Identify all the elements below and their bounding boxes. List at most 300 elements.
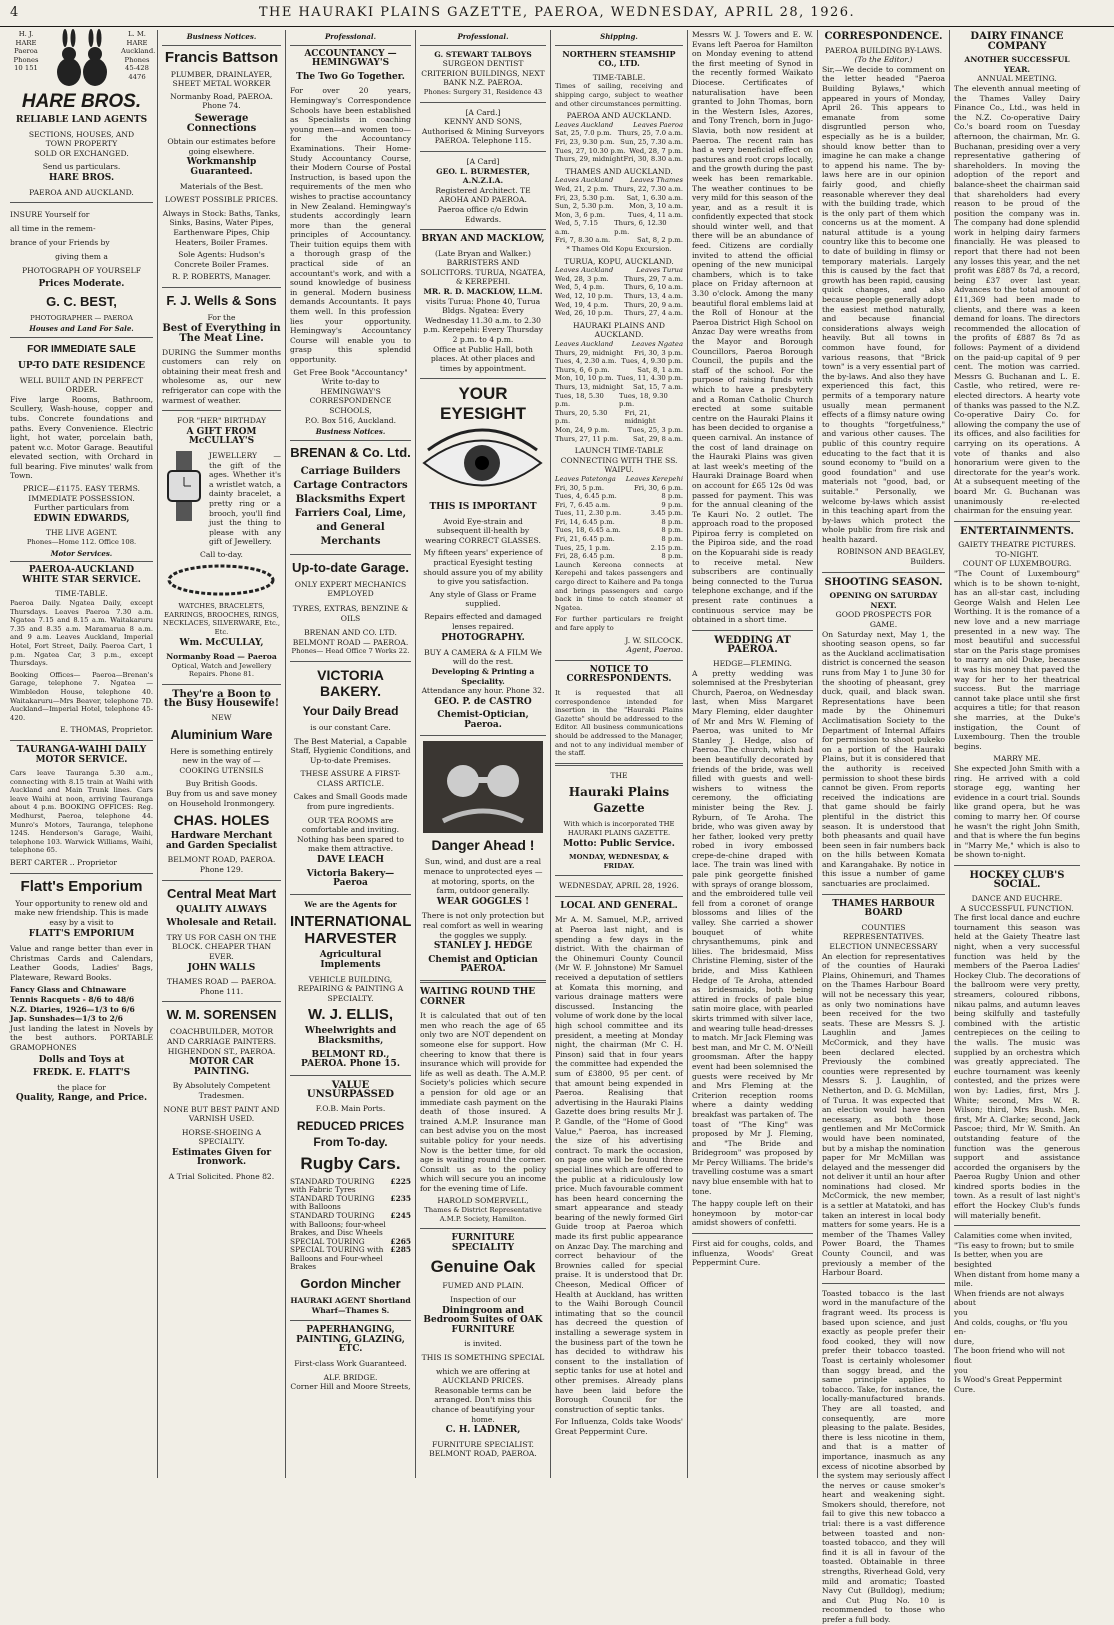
leach: DAVE LEACH [317,855,384,866]
timetable-cell: Tues, 27, 10.30 p.m. [555,146,626,155]
verse-line: dure, [954,1336,975,1346]
timetable-row [555,484,683,493]
timetable-cell: 8 p.m. [661,517,683,526]
timetable-cell: Fri, 28, 6.45 p.m. [555,552,615,561]
timetable-row [555,129,683,138]
ladner: C. H. LADNER, [445,1425,521,1436]
timetable-row [555,219,683,236]
shooting: SHOOTING SEASON. [824,576,943,588]
repairs: Repairs effected and damaged lenses repaired. [424,611,542,631]
hedge: STANLEY J. HEDGE [433,941,533,952]
car-model: STANDARD TOURING with Balloons [290,1193,375,1212]
flatt-line-4: Jap. Sunshades—1/3 to 2/6 [10,1014,123,1024]
office: Office at Public Hall, both places. At other places and times by appointment. [430,344,536,373]
timetable-cell: Sun, 2, 5.30 p.m. [555,202,614,211]
hpa-title: HAURAKI PLAINS AND AUCKLAND. [573,320,665,340]
timetable-cell: Mon, 3, 6 p.m. [555,210,605,219]
quality-always: QUALITY ALWAYS [176,904,267,915]
timetable-cell: Wed, 5, 4 p.m. [555,283,605,292]
hare-line-2: TOWN PROPERTY [45,139,118,149]
british: Buy British Goods. [185,779,258,789]
ladner-sub: FURNITURE SPECIALIST. BELMONT ROAD, PAEROA. [429,1439,537,1459]
car-model: STANDARD TOURING with Fabric Tyres [290,1176,375,1195]
verse-line: Is Wood's Great Peppermint Cure. [954,1375,1062,1394]
insure-line-1: INSURE Yourself for [10,210,90,220]
timetable-row [555,283,683,292]
waiting: WAITING ROUND THE CORNER [420,987,536,1007]
timetable-row [555,301,683,310]
horse: HORSE-SHOEING A SPECIALTY. [181,1127,262,1147]
timetable-cell: Wed, 21, 2 p.m. [555,184,609,193]
tauranga: TAURANGA-WAIHI DAILY MOTOR SERVICE. [16,744,147,765]
timetable-cell: Thurs, 6, 12.30 p.m. [614,219,667,236]
timetable-cell: Thurs, 6, 10 a.m. [624,283,683,292]
houses-header: Houses and Land For Sale. [10,322,153,338]
car-price: £245 [390,1210,411,1220]
booking: Booking Offices— Paeroa—Brenan's Garage, telephone 7. Ngatea — Wimbledon House, telephone 40. Waitakaruru—Mrs Beaver, telephone 7D. Auckland—Imperial Hotel, telephone 45-420. [10,670,153,722]
tauranga-text: Cars leave Tauranga 5.30 a.m., connecting with 8.15 train at Waihi with Auckland and Main Trunk lines. Cars leave Waihi at noon, arriving Tauranga about 4 p.m. BOOKING OFFICES: Reg. Medhurst, Paeroa, telephone 44. Munro's Motors, Tauranga, telephone 124S. Henderson's Garage, Waihi, telephone 103. Warwick Williams, Waihi, telephone 65. [10,769,153,855]
flatt-title: Flatt's Emporium [20,877,143,895]
photography: PHOTOGRAPHY. [441,633,525,644]
car-price: £225 [390,1176,411,1186]
timetable-cell: 8 p.m. [661,552,683,561]
hedge-sub: Chemist and Optician PAEROA. [428,954,538,975]
car-price-row [290,1195,411,1212]
workmanship: Workmanship Guaranteed. [186,157,257,177]
annual-meeting: ANNUAL MEETING. [977,74,1057,84]
carter: BERT CARTER .. Proprietor [10,858,118,868]
meat-mart: Central Meat Mart [166,885,277,901]
timetable-cell: Thurs, 20, 5.30 p.m. [555,408,608,426]
timetable-cell: Tues, 18, 5.30 p.m. [555,391,604,409]
white-star-timetable: TIME-TABLE. [55,589,108,599]
timetable-row [555,526,683,535]
leach-sub: Victoria Bakery—Paeroa [306,868,395,889]
garage: Up-to-date Garage. [291,559,409,575]
timetable-row [555,211,683,220]
marry: MARRY ME. [993,754,1041,764]
timetable-row [555,155,683,164]
timetable-cell: Fri, 21, midnight [624,408,656,426]
timetable-cell: Tues, 25, 1 p.m. [555,543,611,552]
white-star: PAEROA-AUCKLAND WHITE STAR SERVICE. [22,565,141,585]
burmester-office: Paeroa office c/o Edwin Edwards. [437,204,529,224]
timetable-cell: Leaves Kerepehi [625,474,683,483]
sewerage: Sewerage Connections [186,112,257,134]
call: Call to-day. [200,549,243,559]
wells-for: For the [207,312,236,322]
edwards: EDWIN EDWARDS, [33,513,130,524]
column-3 [286,30,416,1478]
timetable-cell: 8 p.m. [661,535,683,544]
sorensen-addr: HIGHENDON ST., PAEROA. [167,1046,276,1056]
timetable-row [555,552,683,561]
goggles: WEAR GOGGLES ! [436,896,530,907]
ellis: W. J. ELLIS, [307,1006,393,1024]
robinson: ROBINSON AND BEAGLEY, Builders. [837,547,945,567]
timetable-cell: Fri, 7, 6.45 a.m. [555,500,611,509]
timetable-row [555,518,683,527]
timetable-cell: 2.15 p.m. [650,543,683,552]
special: THIS IS SOMETHING SPECIAL [421,1353,545,1362]
dentist: SURGEON DENTIST [442,59,524,69]
timetable-cell: Thurs, 6, 6 p.m. [555,365,610,374]
hem-name: HEMINGWAY'S CORRESPONDENCE SCHOOLS, [309,386,392,415]
oak: Genuine Oak [430,1257,536,1277]
best-name: G. C. BEST, [46,293,117,309]
professional-header: Professional. [290,30,411,46]
timetable-cell: Leaves Turua [636,266,683,275]
bylaws: PAEROA BUILDING BY-LAWS. [824,45,943,55]
timetable-header-row [555,475,683,484]
timetable-cell: Tues, 4, 6.45 p.m. [555,492,617,501]
timetable-cell: Leaves Auckland [555,120,614,129]
castro: GEO. P. de CASTRO [434,696,532,707]
timetable-header-row [555,176,683,185]
silcock-agent: Agent, Paeroa. [626,645,683,655]
try-us: TRY US FOR CASH ON THE BLOCK. CHEAPER THAN EVER. [166,932,277,961]
timetable-cell: Tues, 4, 11 a.m. [627,210,683,219]
tonight: TO-NIGHT. [995,549,1039,559]
corner: Corner Hill and Moore Streets, [290,1382,411,1392]
timetable-cell: Leaves Auckland [555,176,614,185]
competent: By Absolutely Competent Tradesmen. [172,1081,271,1100]
burmester-sub: Registered Architect. TE AROHA AND PAEROA. [435,185,531,205]
lux-text: "The Count of Luxembourg" which is to be shown to-night, has an all-star cast, including George Walsh and Helen Lee Worthing. It is the romance of a new love and a new marriage presented in a new way. The most beautiful and successful star on the Paris stage promises to marry an old Duke, because it was his money that paved the way for her to her theatrical success. But the marriage cannot take place until she first acquires a title; for that reason she marries, at the Duke's instigation, the Count of Luxembourg. Then the trouble begins. [954,569,1080,751]
belmont: BELMONT ROAD — PAEROA. [292,637,409,647]
goggles-icon [423,741,543,833]
timetable-cell: Fri, 23, 5.30 p.m. [555,193,615,202]
entertainments: ENTERTAINMENTS. [959,525,1075,537]
battson: Francis Battson [164,48,279,66]
fumed: FUMED AND PLAIN. [442,1281,524,1291]
harbour: THAMES HARBOUR BOARD [832,898,935,919]
burmester: GEO. L. BURMESTER, A.N.Z.I.A. [436,166,530,186]
insure-block [10,208,153,278]
local-general: LOCAL AND GENERAL. [560,900,678,911]
timetable-cell: Tues, 4, 9.30 p.m. [621,357,683,366]
bracelet-icon [162,560,280,600]
corr-text: Sir,—We decide to comment on the letter headed "Paeroa Building Bylaws," which appeared in yours of Monday, April 26. This appears to emanate from some disgruntled person who, especially as he is a builder, should know better than to imagine he can make a change to append his name. The by-laws here are in our opinion fairly good, and chiefly reasonable wherever they deal with the building trade, which is the only part of them which concerns us at the moment. A natural attitude is a young country like this to become one to date of building in flimsy or temporary materials. Largely this is caused by the fact that growth has been rapid, causing quick changes, and also because people generally adopt the easiest method naturally, and because financial considerations always weigh heavily. But all towns in common have found, for various reasons, that "Brick town" is a very essential part of the by-laws. And also they have experienced this fact, this permits of a temporary nature usually mean permanent effects of a flimsy nature owing to thoughts "forgetfulness," and various other causes. The public of this country require educating to the fact that it is sound economy to "build on a good foundation" and use materials not "good, bad, or suitable." Personally, we welcome by-laws which assist in this teaching apart from the by-laws which protect the whole public from fire risk and health hazard. [822,64,945,544]
timetable-row [555,509,683,518]
car-price-row [290,1212,411,1238]
flatt-line-3: N.Z. Diaries, 1926—1/3 to 6/6 [10,1004,135,1014]
talboys-phones: Phones: Surgery 31, Residence 43 [423,87,543,96]
walls: JOHN WALLS [187,962,256,973]
tyres: TYRES, EXTRAS, BENZINE & OILS [292,603,409,623]
bread-text: The Best Material, a Capable Staff, Hygienic Conditions, and Up-to-date Premises. [290,736,411,765]
macklow: MR. R. D. MACKLOW, LL.M. [423,287,543,297]
criterion: CRITERION BUILDINGS, NEXT BANK N.Z. PAEROA. [421,68,545,88]
painting: MOTOR CAR PAINTING. [189,1057,254,1077]
possession: IMMEDIATE POSSESSION. [28,493,135,503]
shipping-header: Shipping. [555,30,683,46]
wells-text: DURING the Summer months customers can rely on obtaining their meat fresh and wholesome as, our new refrigerator can cope with the warmest of weather. [162,347,281,405]
timetable-cell: Fri, 30, 5 p.m. [555,483,605,492]
for-sale: FOR IMMEDIATE SALE [27,343,136,355]
inspection: Inspection of our [450,1295,516,1305]
jewellery-text: JEWELLERY — the gift of the ages. Whether it's a wristlet watch, a dainty bracelet, a pretty ring or a brooch, you'll find just the thing to please with any gift of Jewellery. [209,451,281,547]
reps: COUNTIES REPRESENTATIVES. [842,922,925,942]
paint: NONE BUT BEST PAINT AND VARNISH USED. [163,1104,280,1124]
column-4 [416,30,551,1478]
hare-sub: RELIABLE LAND AGENTS [15,115,148,125]
dairy-text: The eleventh annual meeting of the Thames Valley Dairy Finance Co., Ltd., was held in the N.Z. Co-operative Dairy Co.'s board room on Tuesday afternoon, the chairman, Mr. G. Buchanan, presiding over a very representative gathering of shareholders. In moving the adoption of the report and balance-sheet the chairman said that shareholders had every reason to be proud of the position the company was in. The company had done splendid work in helping dairy farmers financially. He was pleased to report that there had not been any losses this year, and the net profit was £887 8s 7d, a record, being £37 over last year. Advances to the total amount of £11,369 had been made to clients, and there was a keen demand for loans. The directors recommended the allocation of the profits of £887 8s 7d as follows: Payment of a dividend on the paid-up capital of 9 per cent. The motion was carried. Messrs G. Buchanan and L. E. Castle, who retired, were re-elected directors. A hearty vote of thanks was passed to the N.Z. Co-operative Dairy Co. for allowing the company the use of its offices, and also facilities for carrying on its operations. A vote of thanks and also honorarium were given to the directorate for the year's work. At a subsequent meeting of the board Mr. G. Buchanan was unanimously re-elected chairman for the ensuing year. [954,83,1080,516]
estimates: Estimates Given for Ironwork. [171,1147,272,1168]
timetable-cell: Thurs, 27, 11 p.m. [555,434,619,443]
flatt-line-1: Fancy Glass and Chinaware [10,985,127,995]
timetable-cell: Mon, 3, 10 a.m. [628,202,683,211]
hare-line-3: SOLD OR EXCHANGED. [34,148,129,158]
danger-text: Sun, wind, and dust are a real menace to unprotected eyes — at motoring, sports, on the farm, outdoor generally. [423,857,543,896]
timetable-cell: Wed, 28, 3 p.m. [555,274,609,283]
timetable-row [555,383,683,392]
sorensen: W. M. SORENSEN [166,1007,277,1023]
timetable-cell: Sat, 15, 7 a.m. [632,382,683,391]
timetable-header-row [555,121,683,130]
kenny: KENNY AND SONS, [444,117,522,127]
insure-line-3: brance of your Friends by [10,238,110,248]
trial: A Trial Solicited. Phone 82. [168,1172,275,1182]
timetable-cell: Sat, 1, 6.30 a.m. [626,193,683,202]
column-2 [158,30,286,1478]
ta-title: THAMES AND AUCKLAND. [565,166,673,176]
opening: OPENING ON SATURDAY NEXT. [829,591,938,610]
timetable-cell: Leaves Auckland [555,340,614,348]
residence-text: Five large Rooms, Bathroom, Scullery, Wash-house, copper and tubs. Concrete foundations and paths. Every Convenience. Electric light, hot water, porcelain bath, patent w.c. Motor Garage. Beautiful elevated section, with Orchard in full bearing. Five minutes' walk from Town. [10,394,153,481]
verse-line: you [954,1365,968,1375]
launch-text: Launch Kereona connects at Kerepehi and takes passengers and cargo direct to Kaihere and Pa tonga and brings passengers and cargo back in time to catch steamer at Ngatea. [555,560,683,612]
car-model: SPECIAL TOURING with Balloons and Four-wheel Brakes [290,1245,384,1272]
verse-line: The boon friend who will not flout [954,1346,1065,1365]
timetable-cell: Thurs, 29, midnight [555,348,624,357]
harbour-text: An election for representatives of the counties of Hauraki Plains, Ohinemuri, and Thames on the Thames Harbour Board will not be necessary this year, as only two nominations have been received for the two seats. These are Messrs S. J. Laughlin and James McCormick, and they have been declared elected. Previously the combined counties were represented by Messrs S. J. Laughlin, of Netherton, and D. G. McMillan, of Turua. It was expected that an election would have been necessary, as both those gentlemen and Mr McCormick would have been nominated, but by a mishap the nomination paper for Mr McMillan was delayed and the messenger did not deliver it until an hour after nominations had closed. Mr McCormick, the new member, is a settler at Matatoki, and has taken an interest in local body matters for some years. He is a member of the Thames Valley Power Board, the Thames County Council, and was previously a member of the Harbour Board. [822,951,945,1278]
car-price-list [290,1178,411,1273]
page-number: 4 [10,5,20,20]
car-model: STANDARD TOURING with Balloons; four-wheel Brakes, and Disc Wheels [290,1210,386,1238]
timetable-row [555,138,683,147]
flatt-line-2: Tennis Racquets - 8/6 to 48/6 [10,994,135,1004]
bread: Your Daily Bread [302,703,399,718]
gazette-title: Hauraki Plains Gazette [568,785,670,816]
paperhanging: PAPERHANGING, PAINTING, GLAZING, ETC. [296,1325,405,1355]
timetable-cell: 8 p.m. [661,526,683,535]
timetable-row [555,236,683,245]
flatt-toys: Dolls and Toys at [38,1054,125,1065]
wholesale: Wholesale and Retail. [166,918,277,929]
wells-best: Best of Everything in The Meat Line. [162,323,281,345]
verse-line: And colds, coughs, or 'flu you en- [954,1317,1068,1337]
launch-table [555,475,683,561]
timetable-cell: Leaves Auckland [555,266,614,275]
car-price-row [290,1246,411,1272]
timetable-cell: Thurs, 22, 7.30 a.m. [613,184,683,193]
timetable-cell: Wed, 26, 10 p.m. [555,309,614,318]
happy: The happy couple left on their honeymoon by motor-car amidst showers of confetti. [692,1199,813,1228]
timetable-cell: Sat, 8, 1 a.m. [637,365,683,374]
timetable-row [555,185,683,194]
timetable-cell: Tues, 25, 3 p.m. [627,425,683,434]
further: Further particulars from [33,503,130,513]
waiting-text: It is calculated that out of ten men who reach the age of 65 only two are NOT dependent on someone else for support. How cheering to know that there is insurance which will provide for life as well as death. The A.M.P. Society's policies which secure a pension for old age or an immediate cash payment on the death of those insured. A trained A.M.P. Insurance man can best advise you on the most suitable policy for your needs. Now is the better time, for old age is waiting round the corner. Consult us as to the policy which will secure you an income for the evening time of Life. [420,1011,546,1193]
accountancy: ACCOUNTANCY — HEMINGWAY'S [304,48,397,69]
timetable-row [555,194,683,203]
timetable-cell: Sat, 25, 7.0 p.m. [555,129,612,138]
incorporated: With which is incorporated THE HAURAKI PLAINS GAZETTE. [563,820,675,837]
somervell-sub: Thames & District Representative A.M.P. Society, Hamilton. [424,1206,542,1223]
car-price: £285 [390,1245,411,1255]
intl-harvester: INTERNATIONAL HARVESTER [290,913,412,948]
correspondence: CORRESPONDENCE. [824,31,943,42]
roberts: R. P. ROBERTS, Manager. [172,272,271,282]
notice: NOTICE TO CORRESPONDENTS. [566,664,672,685]
fob: F.O.B. Main Ports. [315,1103,386,1113]
timetable-header-row [555,340,683,349]
timetable-row [555,409,683,426]
holes-addr: BELMONT ROAD, PAEROA. Phone 129. [167,855,276,874]
timetable-cell: Mon, 10, 10 p.m. [555,374,614,383]
mccullay-sub: Optical, Watch and Jewellery Repairs. Phone 81. [171,661,272,679]
rabbits-icon [47,30,117,88]
agents: We are the Agents for [304,899,397,909]
value: VALUE UNSURPASSED [306,1079,395,1101]
prices-moderate: Prices Moderate. [38,279,125,290]
timetable-cell: Fri, 7, 8.30 a.m. [555,236,611,245]
agent: THE LIVE AGENT. [45,528,118,538]
holes-sub: Hardware Merchant and Garden Specialist [165,831,278,851]
columns [6,30,1108,1624]
agric: Agricultural Implements [319,950,382,970]
reduced: REDUCED PRICES From To-day. [296,1118,405,1149]
ellis-sub: Wheelwrights and Blacksmiths, [304,1026,397,1046]
timetable-row [555,544,683,553]
hare-logo: HARE BROS. [21,91,142,112]
sole-agents: Sole Agents: Hudson's Concrete Boiler Frames. [174,250,269,269]
timetable-row [555,202,683,211]
nsc-timetable: TIME-TABLE. [592,72,646,82]
flatt-text: Your opportunity to renew old and make new friendship. This is made easy by a visit to [14,898,149,927]
verse-line: you [954,1308,968,1317]
gaiety: GAIETY THEATRE PICTURES. [958,540,1076,550]
jewellery-block [162,451,281,550]
timetable-cell: 3.45 p.m. [650,509,683,518]
rugby: Rugby Cars. [300,1153,401,1173]
timetable-cell: Tues, 18, 6.45 a.m. [555,526,621,535]
somervell: HAROLD SOMERVELL, [437,1196,529,1206]
vehicle: VEHICLE BUILDING, REPAIRING & PAINTING A SPECIALTY. [297,974,404,1003]
mccullay-addr: Normanby Road — Paeroa [166,652,277,662]
timetable-cell: Thurs, 29, 7 a.m. [624,274,683,283]
materials: Materials of the Best. [179,181,264,191]
hare-header [10,30,156,88]
wedding-text: A pretty wedding was solemnised at the Presbyterian Church, Paeroa, on Wednesday last, when Miss Margaret Mary Fleming, elder daughter of Mr and Mrs W. Fleming of Paeroa, was united to Mr Stanley J. Hedge, also of Paeroa. The church, which had been beautifully decorated by friends of the bride, was well filled with guests and well-wishers to witness the ceremony, the officiating minister being the Rev. J. Ryburn, of Te Aroha. The bride, who was given away by her father, looked very pretty robed in ivory embossed crepe-de-chine draped with lace. The train was lined with pale pink georgette finished with sprays of orange blossom, and the embroidered tulle veil fell from a coronet of orange blossoms and lilies of the valley. She carried a shower bouquet of white chrysanthemums, pink and lilies. The bridesmaid, Miss Christine Fleming, sister of the bride, and Miss Kathleen Hedge of Te Aroha, attended as bridesmaids, both being attired in frocks of pale blue satin moire glace, with pearled skirts trimmed with silver lace, and wearing tulle head-dresses to match. Mr Jack Fleming was best man, and Mr C. M. O'Neill groomsman. After the happy event had been solemnised the guests were received by Mr and Mrs Fleming at the Criterion reception rooms where a dainty wedding breakfast was partaken of. The toast of "The King" was proposed by Mr J. Fleming, and "The Bride and Bridegroom" was proposed by Mr Percy Williams. The bride's travelling costume was a smart navy blue ensemble with hat to tone. [692,668,813,1196]
timetable-cell: Thurs, 20, 9 a.m. [624,300,683,309]
timetable-cell: Thurs, 25, 7.0 a.m. [617,129,683,138]
timetable-row [555,435,683,444]
timetable-cell: Thurs, 29, midnight [555,155,624,164]
holes: CHAS. HOLES [173,812,270,829]
alu-text: Here is something entirely new in the way of — COOKING UTENSILS [170,746,273,775]
times-text: Times of sailing, receiving and shipping cargo, subject to weather and other circumstances permitting. [555,82,683,108]
card-1: [A Card.] [465,107,501,117]
hare-send: Send us particulars. [42,162,121,172]
phones: Phones—Home 112. Office 108. [26,538,137,547]
insure-line-2: all time in the remem- [10,224,96,234]
stock: Always in Stock: Baths, Tanks, Sinks, Basins, Water Pipes, Earthenware Pipes, Chip Heaters, Boiler Frames. [162,208,281,247]
timetable-cell: Leaves Ngatea [631,340,683,348]
timetable-cell: Fri, 23, 9.30 p.m. [555,137,615,146]
verse-line: When friends are not always about [954,1288,1065,1308]
prices: which we are offering at AUCKLAND PRICES. Reasonable terms can be arranged. Don't miss this chance of beautifying your home. [431,1366,535,1424]
timetable-row [555,426,683,435]
class: THESE ASSURE A FIRST-CLASS ARTICLE. [300,769,401,788]
timetable-cell: Mon, 24, 9 p.m. [555,425,610,434]
hedge-fleming: HEDGE—FLEMING. [713,659,792,668]
chemist: Chemist-Optician, Paeroa. [437,710,529,730]
timetable-row [555,357,683,366]
flatt-place: the place for [57,1082,106,1092]
launch-title: LAUNCH TIME-TABLE CONNECTING WITH THE SS. WAIPU. [560,446,678,475]
first-class: First-class Work Guaranteed. [294,1359,407,1369]
timetable-cell: Wed, 5, 7.15 a.m. [555,219,598,236]
timetable-cell: Leaves Paeroa [633,120,683,129]
white-star-text: Paeroa Daily. Ngatea Daily, except Thursdays. Leaves Paeroa 7.30 a.m. Ngatea 7.15 and 8.15 a.m. Waitakaruru 7.35 and 8.35 a.m. Maramarua 8 a.m. and 9 a.m. Leaves Auckland, Imperial Hotel, Fort Street, Daily. Paeroa Cart, 1 p.m. Ngatea Car, 3 p.m., except Thursdays. [10,599,153,668]
hare-left: H. J. HARE Paeroa Phones 10 151 [13,30,39,73]
flatt-final: FREDK. E. FLATT'S [32,1068,131,1079]
hare-line-1: SECTIONS, HOUSES, AND [28,129,135,139]
timetable-row [555,392,683,409]
ellis-addr: BELMONT RD., PAEROA. Phone 15. [301,1049,400,1070]
mccullay: Wm. McCULLAY, [179,637,264,648]
coughs: First aid for coughs, colds, and influenza, Woods' Great Peppermint Cure. [692,1239,813,1268]
new: NEW [211,713,232,723]
col6-top-text: Messrs W. J. Towers and E. W. Evans left Paeroa for Hamilton on Monday evening to attend the first meeting of Synod in the recently formed Waikato Diocese. Certificates of naturalisation have been granted to John Thomas, born in the Western Isles, Azores, and Tony Trench, born in Jugo-Slavia, both now resident at Paeroa. The recent rain has had a very beneficial effect on pastures and root crops locally, and the growth during the past week has been remarkable. The weather continues to be very mild for this season of the year, and as a result it is confidently expected that stock should winter well, and that there will be an abundance of feed. Citizens are cordially invited to attend the official opening of the new municipal chambers, which is to take place on Friday afternoon at 3.30 o'clock. Among the many beautiful floral emblems laid at the Roll of Honour at the Paeroa District High School on Anzac Day were wreaths from the Mayor and Borough Councillors, Paeroa Borough Council, the pupils and the staff of the school. For the purpose of raising funds with which to have a presbytery and a Roman Catholic Church erected at some suitable centre on the Hauraki Plains it has been decided to organise a queen carnival. An instance of the cost of land drainage on the Hauraki Plains was given at last week's meeting of the Hauraki Drainage Board when on account for £65 12s 0d was passed for payment. This was for the annual cleaning of the Te Kauri No. 2 outlet. The approach road to the proposed Pipiroa ferry is completed on the Pipiroa side, and the road on the Kopuarahi side is ready to receive metal. New subscribers are continually being connected to the Turua telephone exchange, and if the present rate continues a continuous service may be obtained in a short time. [692,30,813,625]
timetable-cell: Sun, 25, 7.30 a.m. [620,137,683,146]
suites: Diningroom and Bedroom Suites of OAK FURNITURE [423,1305,543,1335]
tka-title: TURUA, KOPU, AUCKLAND. [564,256,674,266]
timetable-cell: Fri, 21, 6.45 p.m. [555,535,615,544]
price: PRICE—£1175. EASY TERMS. [23,484,140,494]
ta-table [555,176,683,245]
verse-line: Calamities come when invited, [954,1231,1073,1241]
timetable-cell: Wed, 19, 4 p.m. [555,300,609,309]
timetable-row [555,366,683,375]
eye-icon [420,428,545,498]
timetable-cell: Fri, 30, 8.30 a.m. [623,155,683,164]
tea: OUR TEA ROOMS are comfortable and inviting. Nothing has been spared to make them attractive. [297,815,404,854]
sorensen-sub: COACHBUILDER, MOTOR AND CARRIAGE PAINTERS. [166,1027,277,1046]
luxembourg: COUNT OF LUXEMBOURG. [962,559,1072,569]
notice-text: It is requested that all correspondence intended for insertion in the "Hauraki Plains Gazette" should be addressed to the Editor. All business communications should be addressed to the Manager, and not to any individual member of the staff. [555,688,683,758]
masthead [0,0,1114,27]
election: ELECTION UNNECESSARY [829,942,938,952]
successful-year: ANOTHER SUCCESSFUL YEAR. [964,55,1070,74]
hare-addr: PAEROA AND AUCKLAND. [29,187,134,197]
issue-date: WEDNESDAY, APRIL 28, 1926. [559,881,679,891]
wells: F. J. Wells & Sons [166,292,277,308]
marry-text: She expected John Smith with a ring. He arrived with a cold storage egg, wanting her evidence in a court trial. Sounds like grand opera, but he was coming to marry her. Of course he wasn't the right John Smith, and that is where the fun begins in "Marry Me," which is also to be shown to-night. [954,763,1080,860]
motor-header: Motor Services. [10,547,153,563]
eyesight: YOUR EYESIGHT [440,384,526,424]
verse-line: mile. [954,1279,973,1289]
furniture: FURNITURE SPECIALITY [451,1233,515,1253]
pa-table [555,121,683,164]
hare-right: L. M. HARE Auckland. Phones 45-428 4476 [121,30,156,81]
verse [954,1231,1080,1394]
card-2: [A Card] [466,156,500,166]
developing: Developing & Printing a Speciality. [431,666,535,686]
constant: is our constant Care. [310,722,391,732]
